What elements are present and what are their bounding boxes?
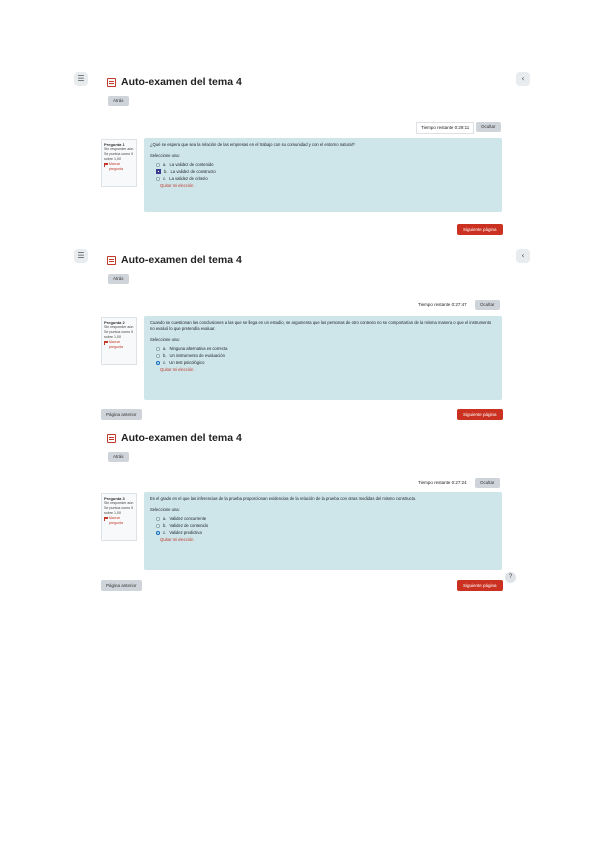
- answer-radio[interactable]: [156, 531, 160, 535]
- flag-question-label: Marcar pregunta: [108, 340, 124, 349]
- question-number: Pregunta 3: [104, 496, 125, 501]
- option-text: La validez de contenido: [169, 161, 214, 167]
- timer-display: Tiempo restante 0:27:24: [418, 480, 467, 485]
- option-letter: c.: [163, 175, 167, 181]
- answer-prompt: Seleccione una:: [150, 507, 180, 512]
- option-letter: b.: [163, 522, 167, 528]
- answer-radio[interactable]: [156, 347, 160, 351]
- page-title: [107, 76, 242, 88]
- answer-option[interactable]: [150, 175, 496, 182]
- flag-question-link[interactable]: [104, 340, 134, 350]
- option-text: Ninguna alternativa es correcta: [169, 345, 228, 351]
- question-status: Sin responder aún: [104, 325, 134, 329]
- clear-choice-link[interactable]: Quitar mi elección: [160, 183, 194, 188]
- flag-question-label: Marcar pregunta: [108, 162, 124, 171]
- answer-radio[interactable]: [156, 354, 160, 358]
- option-text: Validez concurrente: [169, 515, 207, 521]
- page-title-text: Auto-examen del tema 4: [121, 76, 242, 88]
- answer-prompt: Seleccione una:: [150, 153, 180, 158]
- help-button[interactable]: [505, 572, 516, 583]
- quiz-icon: [107, 434, 116, 443]
- clear-choice-link[interactable]: Quitar mi elección: [160, 367, 194, 372]
- quiz-icon: [107, 78, 116, 87]
- answer-option[interactable]: [150, 522, 496, 529]
- question-number: Pregunta 1: [104, 142, 125, 147]
- answer-radio[interactable]: [156, 517, 160, 521]
- index-icon: ☰: [77, 251, 85, 260]
- timer-display: Tiempo restante 0:27:47: [418, 302, 467, 307]
- answer-radio[interactable]: [156, 524, 160, 528]
- chevron-left-icon: ‹: [521, 251, 525, 260]
- flag-question-link[interactable]: [104, 516, 134, 526]
- answer-option[interactable]: [150, 345, 496, 352]
- answer-option[interactable]: [150, 359, 496, 366]
- next-page-button[interactable]: Siguiente página: [457, 409, 503, 420]
- back-button[interactable]: Atrás: [108, 452, 129, 462]
- question-content: [144, 138, 502, 212]
- quiz-navigation-toggle[interactable]: [74, 72, 88, 86]
- answer-radio[interactable]: [156, 163, 160, 167]
- question-info-panel: [101, 139, 137, 187]
- answer-checkbox[interactable]: [156, 169, 161, 174]
- hide-timer-button[interactable]: Ocultar: [475, 478, 500, 488]
- quiz-navigation-toggle[interactable]: [74, 249, 88, 263]
- question-number: Pregunta 2: [104, 320, 125, 325]
- question-points: Se puntúa como 0 sobre 1,00: [104, 506, 134, 515]
- flag-icon: [104, 517, 108, 521]
- option-text: Un instrumento de evaluación: [169, 352, 225, 358]
- answer-option[interactable]: [150, 515, 496, 522]
- page-title: [107, 432, 242, 444]
- quiz-icon: [107, 256, 116, 265]
- question-status: Sin responder aún: [104, 147, 134, 151]
- answer-radio[interactable]: [156, 361, 160, 365]
- page-title-text: Auto-examen del tema 4: [121, 432, 242, 444]
- option-letter: b.: [163, 352, 167, 358]
- hide-timer-button[interactable]: Ocultar: [476, 122, 501, 132]
- drawer-close-button[interactable]: [516, 249, 530, 263]
- question-points: Se puntúa como 0 sobre 1,00: [104, 152, 134, 161]
- question-mark-icon: ?: [508, 574, 513, 580]
- clear-choice-link[interactable]: Quitar mi elección: [160, 537, 194, 542]
- question-content: [144, 492, 502, 570]
- question-status: Sin responder aún: [104, 501, 134, 505]
- answer-option[interactable]: [150, 168, 496, 175]
- question-info-panel: [101, 317, 137, 365]
- answer-option[interactable]: [150, 529, 496, 536]
- question-text: Cuando se cuestionan las conclusiones a las que se llega en un estudio, se argumenta que las personas de otro contexto no se comportarían de la misma manera o que el instrumento no evaluó lo que pretendía evaluar.: [150, 320, 492, 331]
- question-points: Se puntúa como 0 sobre 1,00: [104, 330, 134, 339]
- page-title-text: Auto-examen del tema 4: [121, 254, 242, 266]
- page-title: [107, 254, 242, 266]
- option-text: La validez de constructo: [170, 168, 216, 174]
- flag-icon: [104, 163, 108, 167]
- question-info-panel: [101, 493, 137, 541]
- next-page-button[interactable]: Siguiente página: [457, 224, 503, 235]
- chevron-left-icon: ‹: [521, 74, 525, 83]
- option-letter: c.: [163, 359, 167, 365]
- answer-option[interactable]: [150, 161, 496, 168]
- option-letter: a.: [163, 161, 167, 167]
- timer-display: Tiempo restante 0:29:11: [416, 122, 474, 134]
- question-text: ¿Qué se espera que sea la relación de las empresas en el trabajo con su comunidad y con el entorno natural?: [150, 142, 355, 147]
- option-letter: b.: [164, 168, 168, 174]
- previous-page-button[interactable]: Página anterior: [101, 409, 142, 420]
- answer-radio[interactable]: [156, 177, 160, 181]
- flag-question-link[interactable]: [104, 162, 134, 172]
- flag-icon: [104, 341, 108, 345]
- answer-prompt: Seleccione una:: [150, 337, 180, 342]
- back-button[interactable]: Atrás: [108, 274, 129, 284]
- previous-page-button[interactable]: Página anterior: [101, 580, 142, 591]
- option-letter: c.: [163, 529, 167, 535]
- question-text: Es el grado en el que las inferencias de la prueba proporcionan evidencias de la relación de la prueba con otras medidas del mismo constructo.: [150, 496, 417, 501]
- option-text: La validez de criterio: [169, 175, 208, 181]
- drawer-close-button[interactable]: [516, 72, 530, 86]
- option-letter: a.: [163, 515, 167, 521]
- option-text: Validez predictiva: [169, 529, 202, 535]
- answer-option[interactable]: [150, 352, 496, 359]
- question-content: [144, 316, 502, 400]
- option-letter: a.: [163, 345, 167, 351]
- option-text: Un test psicológico: [169, 359, 205, 365]
- next-page-button[interactable]: Siguiente página: [457, 580, 503, 591]
- index-icon: ☰: [77, 74, 85, 83]
- hide-timer-button[interactable]: Ocultar: [475, 300, 500, 310]
- flag-question-label: Marcar pregunta: [108, 516, 124, 525]
- back-button[interactable]: Atrás: [108, 96, 129, 106]
- option-text: Validez de contenido: [169, 522, 209, 528]
